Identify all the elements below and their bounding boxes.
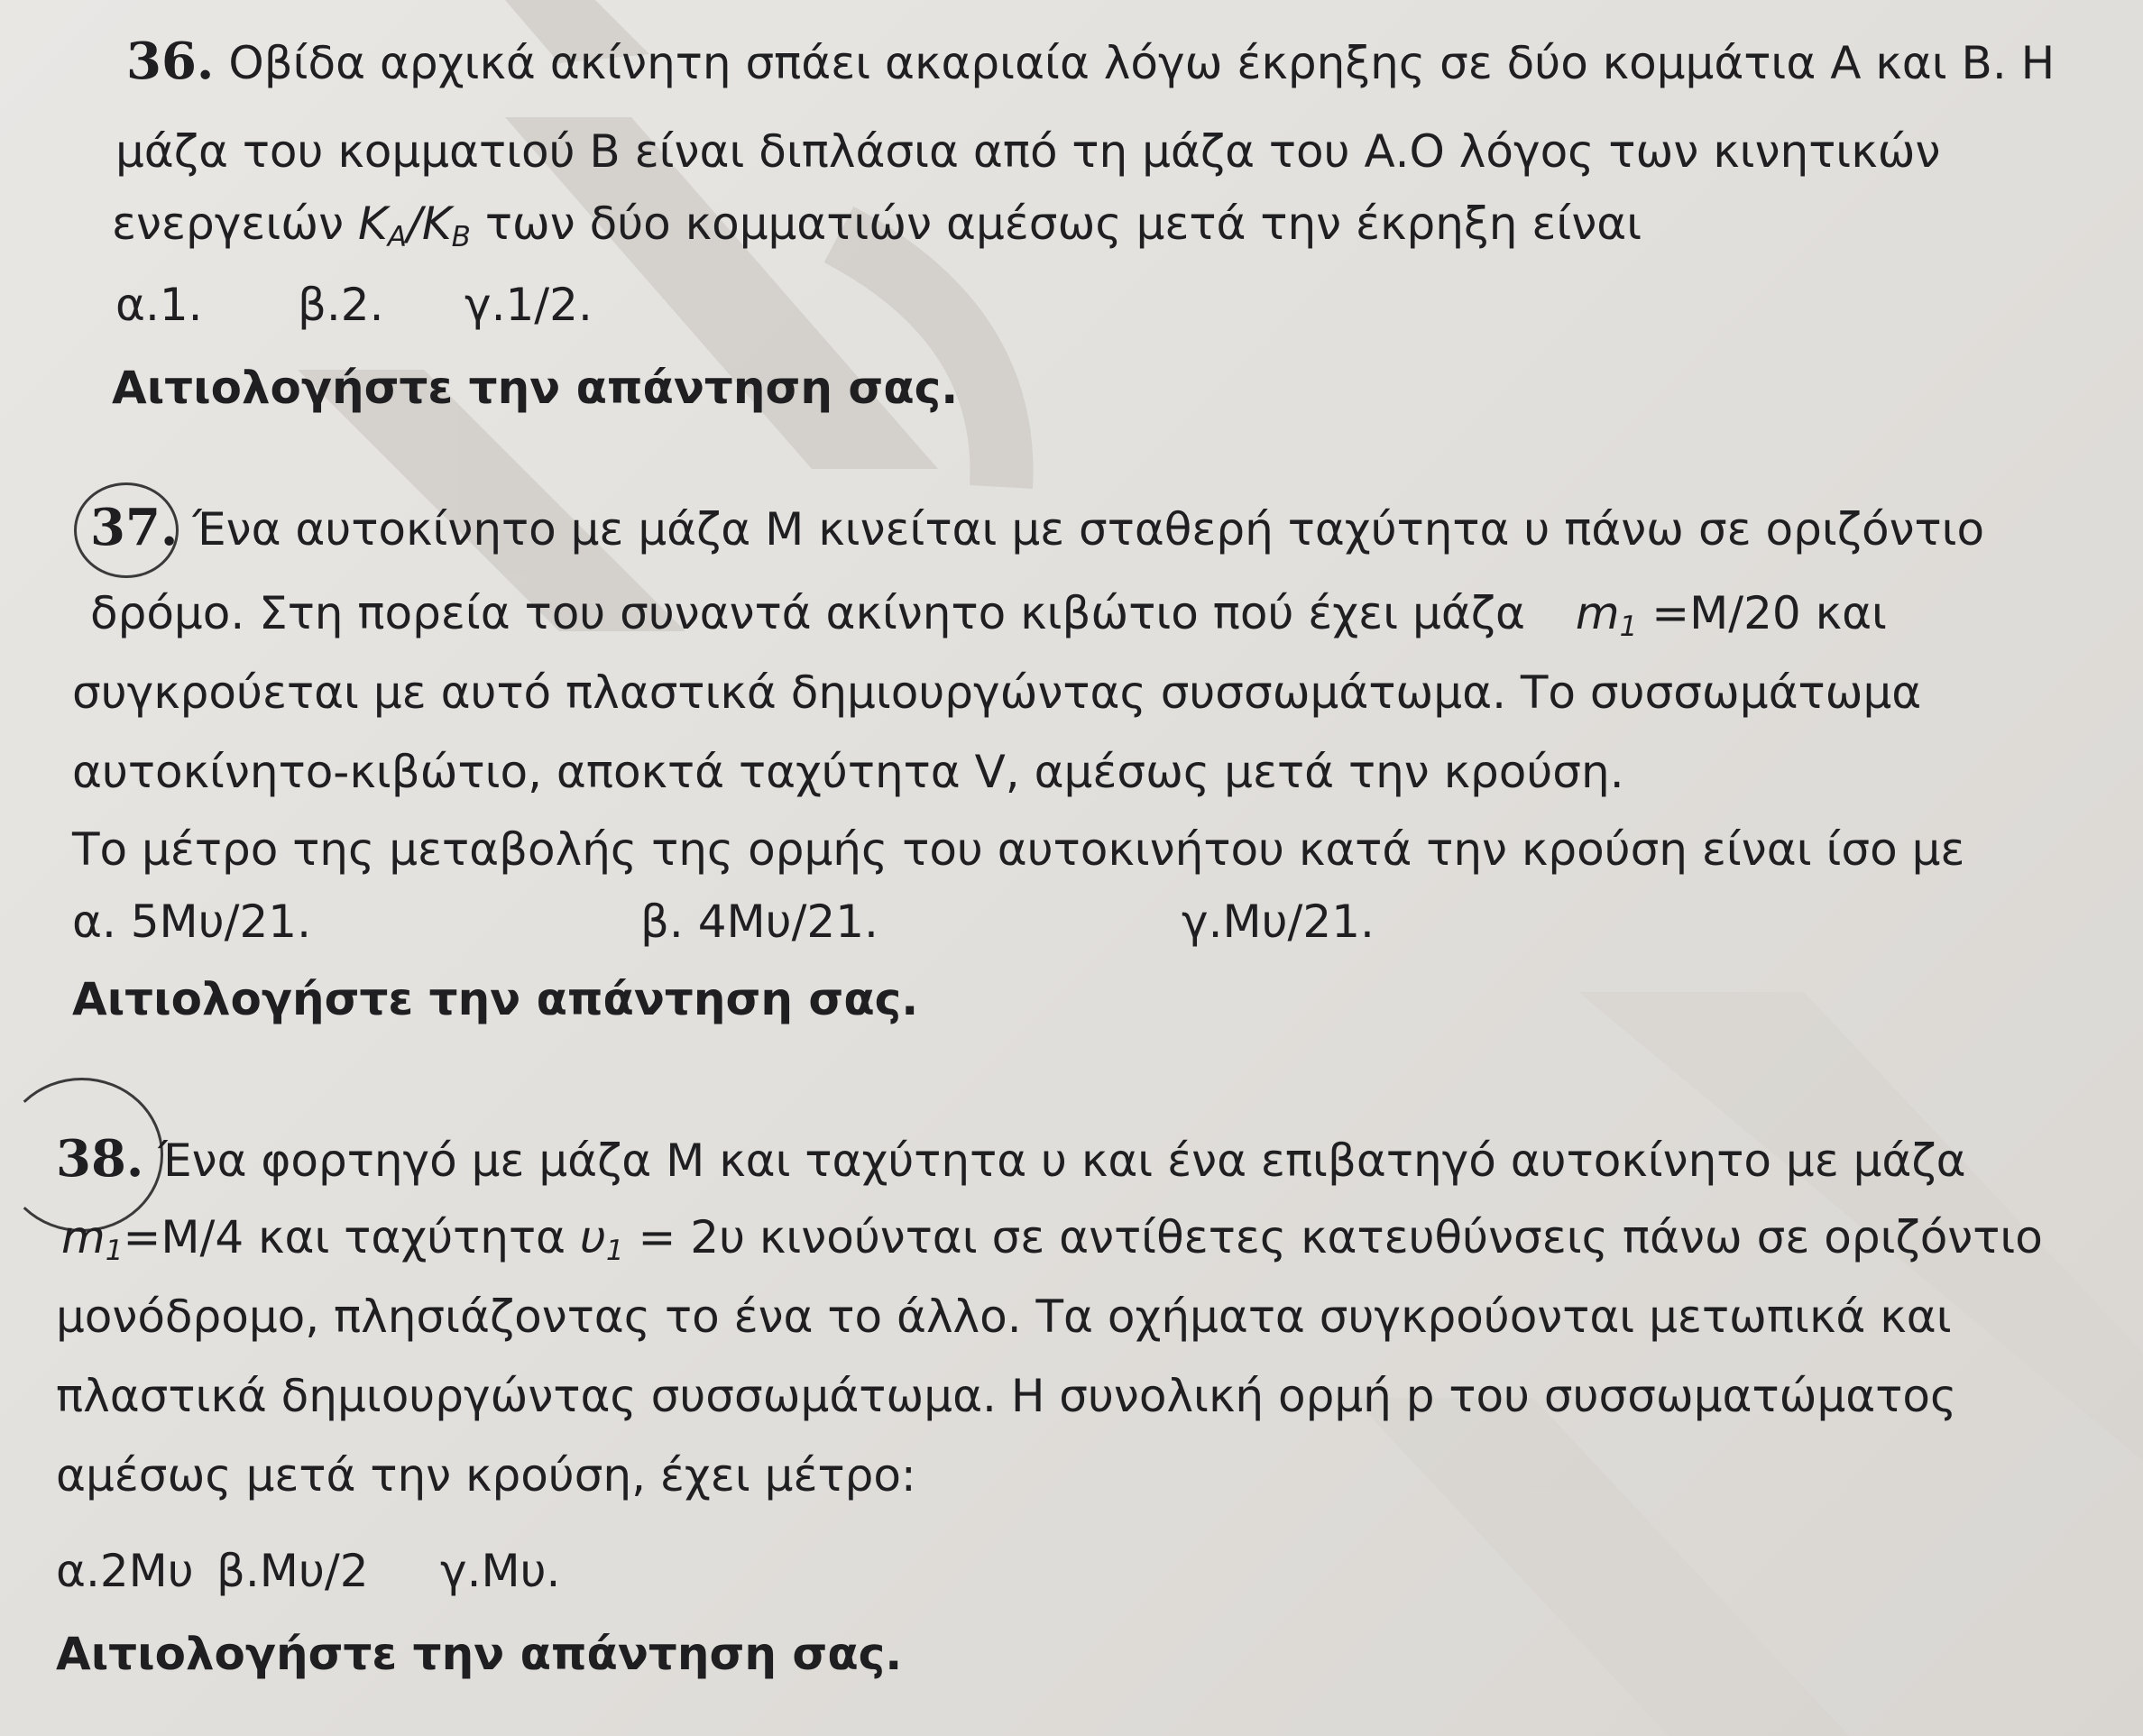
problem-line: Το μέτρο της μεταβολής της ορμής του αυτοκινήτου κατά την κρούση είναι ίσο με bbox=[72, 823, 1965, 876]
velocity-u1: $\upsilon_1$ bbox=[579, 1211, 624, 1267]
option-a: α.2Μυ bbox=[56, 1545, 194, 1597]
problem-number: 36. bbox=[126, 32, 215, 91]
justify-prompt: Αιτιολογήστε την απάντηση σας. bbox=[112, 362, 959, 414]
option-c: γ.1/2. bbox=[464, 279, 593, 331]
problem-line: μάζα του κομματιού Β είναι διπλάσια από τη μάζα του Α.Ο λόγος των κινητικών bbox=[115, 125, 1941, 178]
option-c: γ.Μυ/21. bbox=[1182, 896, 1375, 948]
problem-line: πλαστικά δημιουργώντας συσσωμάτωμα. Η συνολική ορμή p του συσσωματώματος bbox=[56, 1370, 1957, 1422]
problem-line bbox=[56, 1129, 1966, 1189]
problem-text: Ένα αυτοκίνητο με μάζα Μ κινείται με σταθερή ταχύτητα υ πάνω σε οριζόντιο bbox=[192, 503, 1985, 556]
problem-text: =Μ/20 και bbox=[1651, 587, 1887, 639]
problem-text: Ένα φορτηγό με μάζα Μ και ταχύτητα υ και ένα επιβατηγό αυτοκίνητο με μάζα bbox=[158, 1134, 1966, 1187]
option-b: β.2. bbox=[298, 279, 384, 331]
option-a: α. 5Μυ/21. bbox=[72, 896, 311, 948]
problem-line bbox=[90, 498, 1985, 557]
problem-line bbox=[112, 197, 1642, 264]
justify-prompt: Αιτιολογήστε την απάντηση σας. bbox=[56, 1628, 903, 1680]
problem-line bbox=[90, 586, 1887, 654]
mass-m1: $m_1$ bbox=[1575, 587, 1638, 643]
problem-text: =Μ/4 και ταχύτητα bbox=[123, 1211, 566, 1263]
problem-number: 37. bbox=[90, 498, 179, 557]
problem-line bbox=[61, 1210, 2043, 1278]
problem-text: = 2υ κινούνται σε αντίθετες κατευθύνσεις πάνω σε οριζόντιο bbox=[638, 1211, 2043, 1263]
problem-line: συγκρούεται με αυτό πλαστικά δημιουργώντας συσσωμάτωμα. Το συσσωμάτωμα bbox=[72, 666, 1922, 719]
option-b: β.Μυ/2 bbox=[216, 1545, 369, 1597]
problem-number: 38. bbox=[56, 1129, 144, 1189]
option-b: β. 4Μυ/21. bbox=[640, 896, 878, 948]
problem-line bbox=[126, 34, 2055, 90]
problem-text: ενεργειών bbox=[112, 197, 345, 250]
problem-line: μονόδρομο, πλησιάζοντας το ένα το άλλο. Τα οχήματα συγκρούονται μετωπικά και bbox=[56, 1291, 1952, 1343]
problem-line: αυτοκίνητο-κιβώτιο, αποκτά ταχύτητα V, αμέσως μετά την κρούση. bbox=[72, 746, 1624, 798]
problem-text: δρόμο. Στη πορεία του συναντά ακίνητο κιβώτιο πού έχει μάζα bbox=[90, 587, 1525, 639]
problem-text: των δύο κομματιών αμέσως μετά την έκρηξη είναι bbox=[484, 197, 1642, 250]
energy-ratio: $K_A/K_B$ bbox=[357, 197, 471, 253]
problem-line: αμέσως μετά την κρούση, έχει μέτρο: bbox=[56, 1449, 916, 1502]
problem-text: Οβίδα αρχικά ακίνητη σπάει ακαριαία λόγω έκρηξης σε δύο κομμάτια Α και Β. Η bbox=[228, 37, 2056, 89]
option-a: α.1. bbox=[115, 279, 203, 331]
justify-prompt: Αιτιολογήστε την απάντηση σας. bbox=[72, 973, 919, 1025]
mass-m1: $m_1$ bbox=[61, 1211, 124, 1267]
option-c: γ.Μυ. bbox=[440, 1545, 561, 1597]
